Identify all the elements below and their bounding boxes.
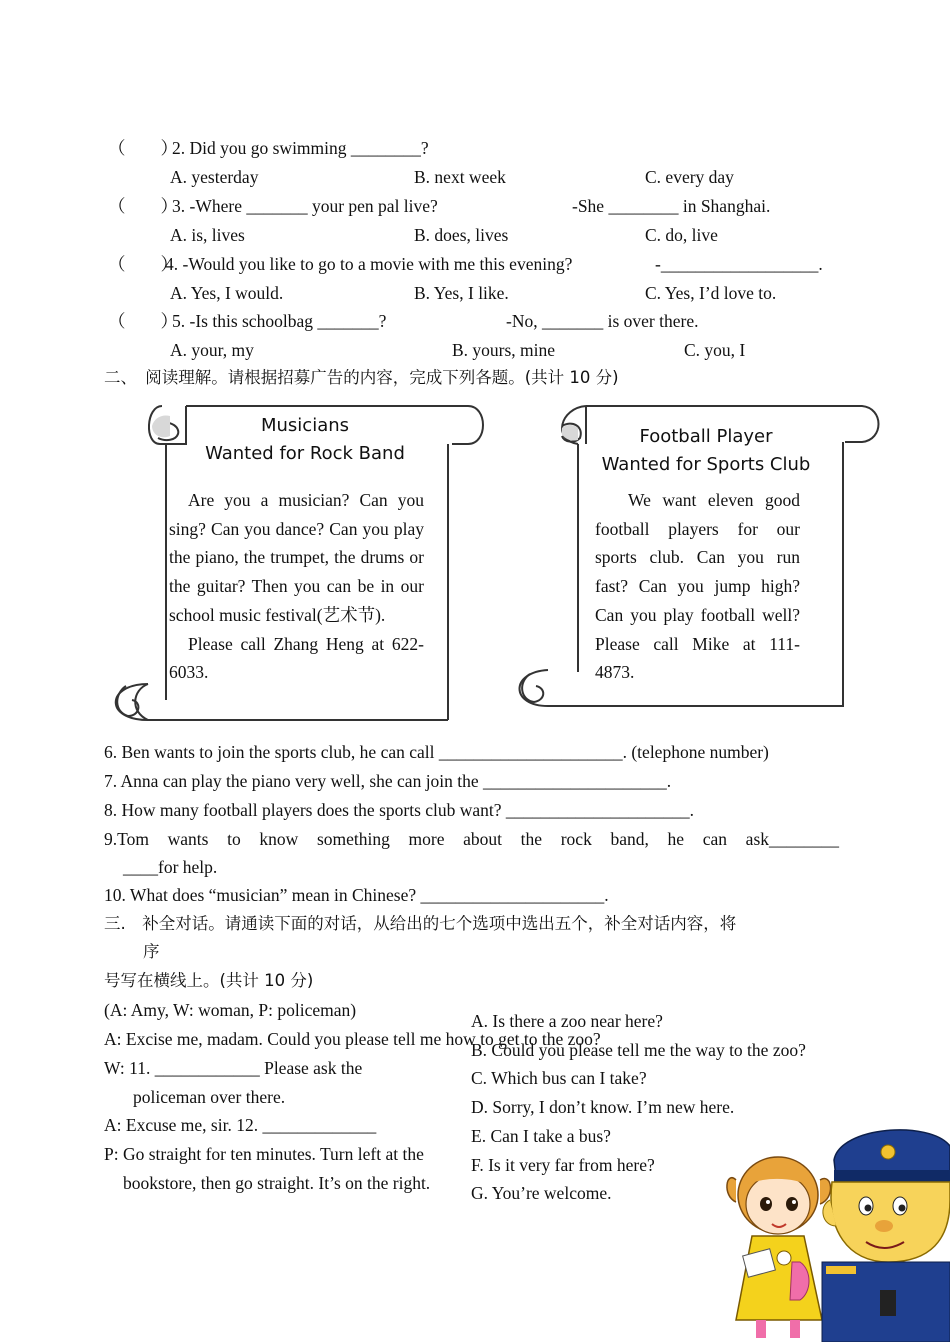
dialogue-line: W: 11. ____________ Please ask the (104, 1058, 363, 1078)
answer-paren[interactable]: （ ） (108, 311, 178, 331)
option-a: A. your, my (170, 340, 254, 360)
ad-title-line: Musicians (260, 415, 350, 436)
dialogue-line: A: Excise me, madam. Could you please tell me how to get to the zoo? (104, 1029, 601, 1049)
reading-question: 10. What does “musician” mean in Chinese? _____________________. (104, 885, 609, 905)
ad-title-line: Wanted for Rock Band (205, 443, 405, 464)
section-heading: 三. 补全对话。请通读下面的对话，从给出的七个选项中选出五个，补全对话内容，将 (104, 914, 737, 933)
question-stem: 5. -Is this schoolbag _______? (172, 311, 387, 331)
ad-paragraph: Are you a musician? Can you sing? Can you dance? Can you play the piano, the trumpet, the drums or the guitar? Then you can be in our school music festival(艺术节). (169, 490, 424, 625)
question-reply: -No, _______ is over there. (506, 311, 699, 331)
question-stem: 4. -Would you like to go to a movie with me this evening? (165, 254, 573, 274)
option-item: G. You’re welcome. (471, 1183, 612, 1203)
option-item: E. Can I take a bus? (471, 1126, 611, 1146)
option-b: B. does, lives (414, 225, 509, 245)
option-item: C. Which bus can I take? (471, 1068, 647, 1088)
option-b: B. next week (414, 167, 506, 187)
ad-title-line: Wanted for Sports Club (601, 454, 811, 475)
answer-paren[interactable]: （ ） (108, 254, 178, 274)
question-reply: -She ________ in Shanghai. (572, 196, 771, 216)
reading-question: 7. Anna can play the piano very well, she can join the _____________________. (104, 771, 672, 791)
dialogue-line: bookstore, then go straight. It’s on the right. (123, 1173, 431, 1193)
dialogue-line: P: Go straight for ten minutes. Turn left at the (104, 1144, 424, 1164)
ad-paragraph: We want eleven good football players for our sports club. Can you run fast? Can you jump high? Can you play football well? Please call Mike at 111-4873. (595, 490, 800, 683)
policeman-figure (822, 1130, 950, 1342)
option-a: A. is, lives (170, 225, 245, 245)
reading-question: 9.Tom wants to know something more about the rock band, he can ask________ (104, 829, 839, 849)
question-reply: -__________________. (655, 254, 823, 274)
reading-question-continuation: ____for help. (123, 857, 218, 877)
option-item: A. Is there a zoo near here? (471, 1011, 663, 1031)
option-item: F. Is it very far from here? (471, 1155, 655, 1175)
section-heading-wrap: 号写在横线上。(共计 10 分) (104, 971, 314, 990)
answer-paren[interactable]: （ ） (108, 138, 178, 158)
section-heading: 二、 阅读理解。请根据招募广告的内容，完成下列各题。(共计 10 分) (104, 368, 619, 387)
answer-paren[interactable]: （ ） (108, 196, 178, 216)
question-stem: 3. -Where _______ your pen pal live? (172, 196, 438, 216)
dialogue-line: A: Excuse me, sir. 12. _____________ (104, 1115, 377, 1135)
ad-paragraph: Please call Zhang Heng at 622-6033. (169, 633, 424, 683)
option-b: B. Yes, I like. (414, 283, 509, 303)
option-c: C. every day (645, 167, 734, 187)
dialogue-roles: (A: Amy, W: woman, P: policeman) (104, 1000, 357, 1020)
option-b: B. yours, mine (452, 340, 556, 360)
option-c: C. Yes, I’d love to. (645, 283, 777, 303)
option-c: C. do, live (645, 225, 718, 245)
question-stem: 2. Did you go swimming ________? (172, 138, 429, 158)
ad-title-line: Football Player (639, 426, 773, 447)
girl-figure (727, 1157, 831, 1338)
option-a: A. yesterday (170, 167, 259, 187)
option-c: C. you, I (684, 340, 746, 360)
reading-question: 6. Ben wants to join the sports club, he can call _____________________. (telephone number) (104, 742, 769, 762)
option-item: D. Sorry, I don’t know. I’m new here. (471, 1097, 735, 1117)
section-heading-wrap: 序 (143, 942, 160, 961)
dialogue-line: policeman over there. (133, 1087, 286, 1107)
option-item: B. Could you please tell me the way to the zoo? (471, 1040, 806, 1060)
option-a: A. Yes, I would. (170, 283, 284, 303)
reading-question: 8. How many football players does the sports club want? _____________________. (104, 800, 695, 820)
